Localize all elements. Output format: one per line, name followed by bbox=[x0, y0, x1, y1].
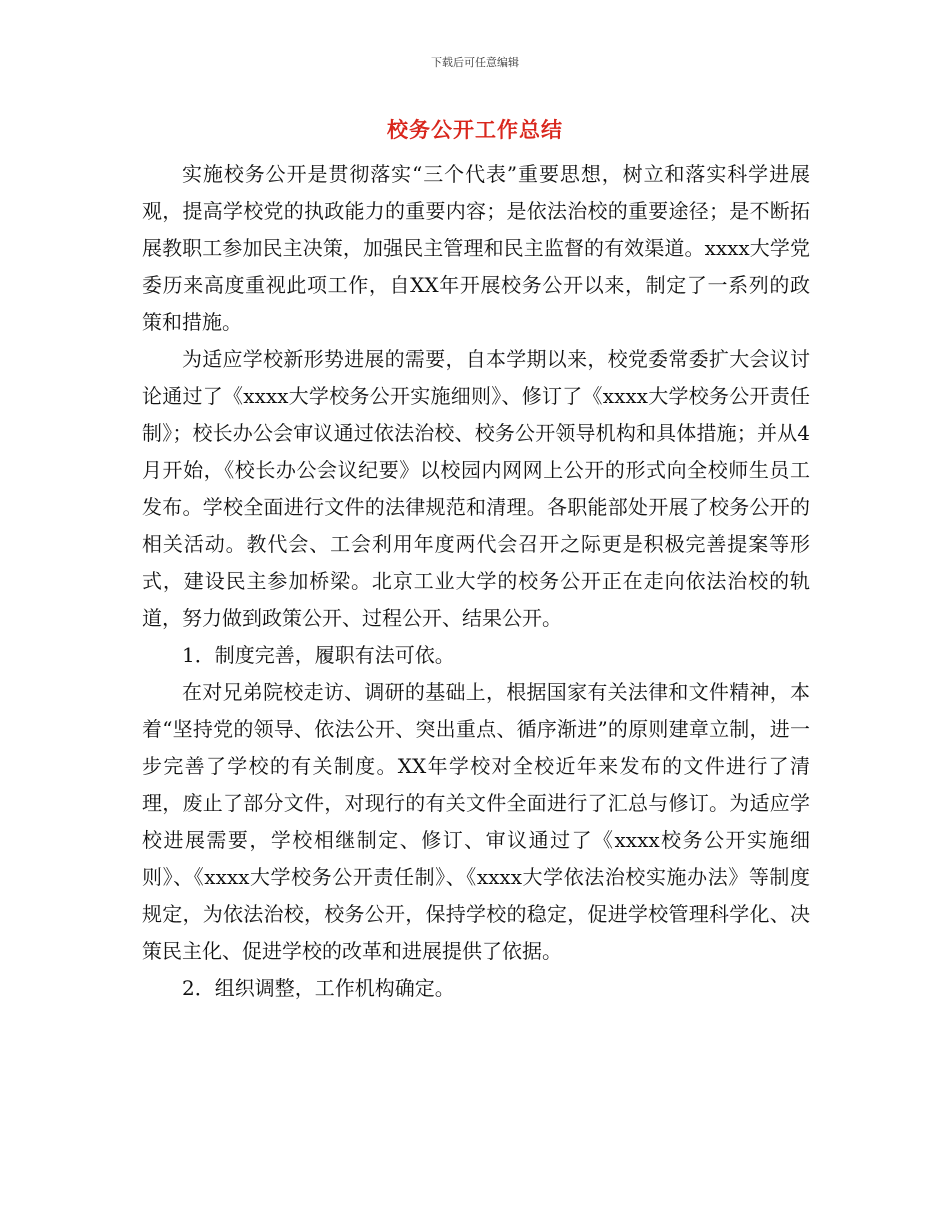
paragraph-intro: 实施校务公开是贯彻落实“三个代表”重要思想，树立和落实科学进展观，提高学校党的执政能力的重要内容；是依法治校的重要途径；是不断拓展教职工参加民主决策，加强民主管理和民主监督的有效渠道。xxxx大学党委历来高度重视此项工作，自XX年开展校务公开以来，制定了一系列的政策和措施。 bbox=[142, 162, 810, 334]
document-title: 校务公开工作总结 bbox=[387, 118, 563, 142]
section-heading-1: 1．制度完善，履职有法可依。 bbox=[182, 643, 455, 667]
header-note: 下载后可任意编辑 bbox=[431, 56, 519, 69]
section-heading-2: 2．组织调整，工作机构确定。 bbox=[182, 976, 455, 1000]
paragraph-system: 在对兄弟院校走访、调研的基础上，根据国家有关法律和文件精神，本着“坚持党的领导、依法公开、突出重点、循序渐进”的原则建章立制，进一步完善了学校的有关制度。XX年学校对全校近年来发布的文件进行了清理，废止了部分文件，对现行的有关文件全面进行了汇总与修订。为适应学校进展需要，学校相继制定、修订、审议通过了《xxxx校务公开实施细则》、《xxxx大学校务公开责任制》、《xxxx大学依法治校实施办法》等制度规定，为依法治校，校务公开，保持学校的稳定，促进学校管理科学化、决策民主化、促进学校的改革和进展提供了依据。 bbox=[142, 680, 810, 963]
document-body bbox=[142, 156, 810, 1007]
paragraph-measures: 为适应学校新形势进展的需要，自本学期以来，校党委常委扩大会议讨论通过了《xxxx大学校务公开实施细则》、修订了《xxxx大学校务公开责任制》；校长办公会审议通过依法治校、校务公开领导机构和具体措施；并从4月开始，《校长办公会议纪要》以校园内网网上公开的形式向全校师生员工发布。学校全面进行文件的法律规范和清理。各职能部处开展了校务公开的相关活动。教代会、工会利用年度两代会召开之际更是积极完善提案等形式，建设民主参加桥梁。北京工业大学的校务公开正在走向依法治校的轨道，努力做到政策公开、过程公开、结果公开。 bbox=[142, 347, 810, 630]
